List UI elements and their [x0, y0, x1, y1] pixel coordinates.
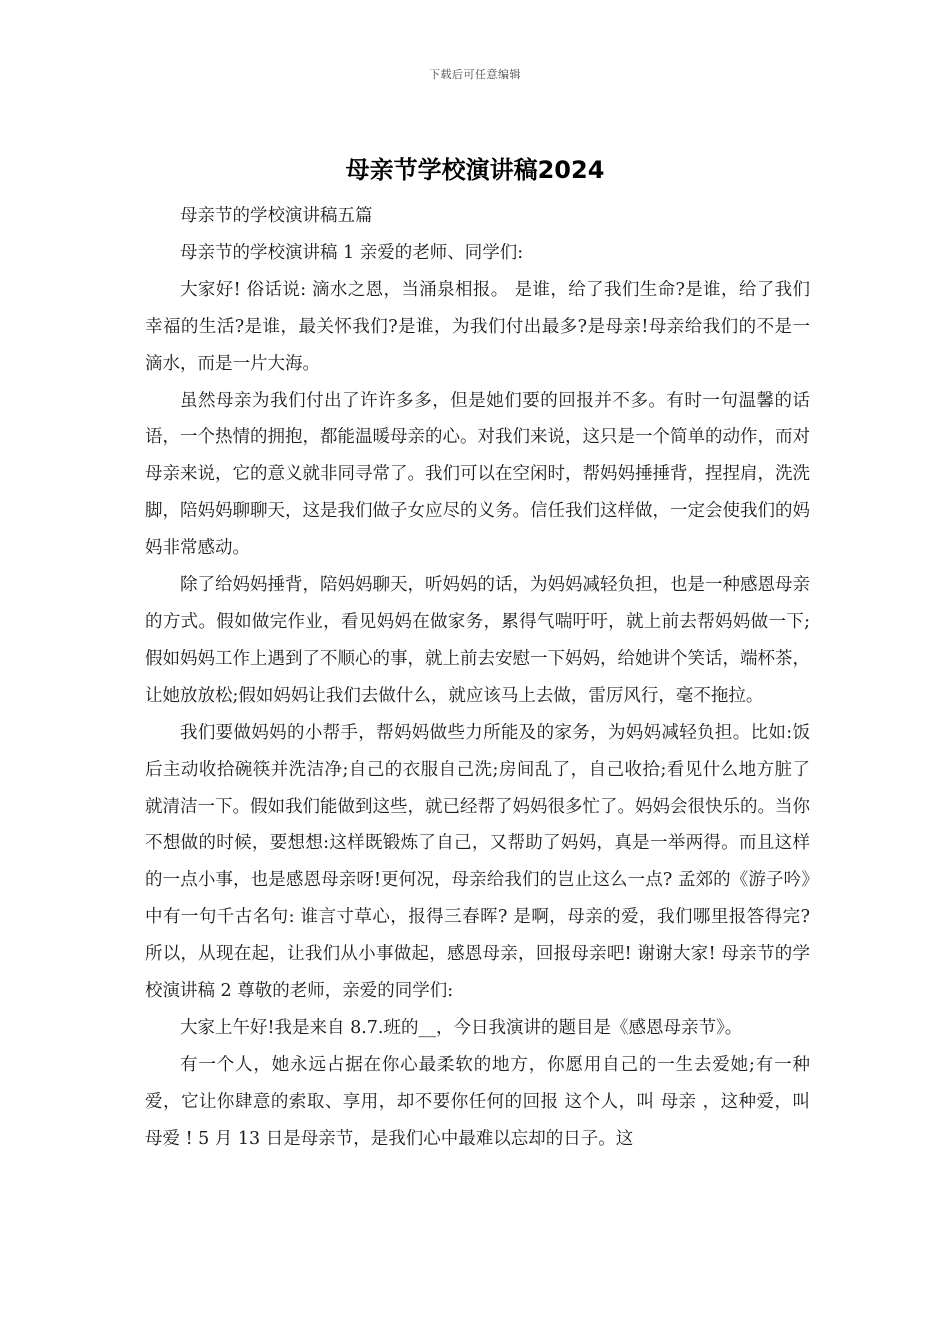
document-body	[145, 198, 810, 1158]
paragraph-speech-1-heading: 母亲节的学校演讲稿 1 亲爱的老师、同学们:	[180, 242, 524, 263]
paragraph: 虽然母亲为我们付出了许许多多，但是她们要的回报并不多。有时一句温馨的话语，一个热情的拥抱，都能温暖母亲的心。对我们来说，这只是一个简单的动作，而对母亲来说，它的意义就非同寻常了。我们可以在空闲时，帮妈妈捶捶背，捏捏肩，洗洗脚，陪妈妈聊聊天，这是我们做子女应尽的义务。信任我们这样做，一定会使我们的妈妈非常感动。	[145, 390, 810, 559]
document-title: 母亲节学校演讲稿2024	[345, 156, 605, 184]
paragraph: 有一个人，她永远占据在你心最柔软的地方，你愿用自己的一生去爱她;有一种爱，它让你肆意的索取、享用，却不要你任何的回报 这个人，叫 母亲 ，这种爱，叫 母爱 ! 5 月 13 日是母亲节，是我们心中最难以忘却的日子。这	[145, 1054, 810, 1149]
paragraph: 大家上午好!我是来自 8.7.班的__，今日我演讲的题目是《感恩母亲节》。	[180, 1017, 743, 1038]
paragraph: 大家好! 俗话说: 滴水之恩，当涌泉相报。 是谁，给了我们生命?是谁，给了我们幸福的生活?是谁，最关怀我们?是谁，为我们付出最多?是母亲!母亲给我们的不是一滴水，而是一片大海。	[145, 279, 810, 374]
paragraph-subtitle: 母亲节的学校演讲稿五篇	[180, 206, 373, 226]
paragraph: 除了给妈妈捶背，陪妈妈聊天，听妈妈的话，为妈妈减轻负担，也是一种感恩母亲的方式。假如做完作业，看见妈妈在做家务，累得气喘吁吁，就上前去帮妈妈做一下;假如妈妈工作上遇到了不顺心的事，就上前去安慰一下妈妈，给她讲个笑话，端杯茶，让她放放松;假如妈妈让我们去做什么，就应该马上去做，雷厉风行，毫不拖拉。	[145, 575, 810, 706]
paragraph: 我们要做妈妈的小帮手，帮妈妈做些力所能及的家务，为妈妈减轻负担。比如:饭后主动收拾碗筷并洗洁净;自己的衣服自己洗;房间乱了，自己收拾;看见什么地方脏了就清洁一下。假如我们能做到这些，就已经帮了妈妈很多忙了。妈妈会很快乐的。当你不想做的时候，要想想:这样既锻炼了自己，又帮助了妈妈，真是一举两得。而且这样的一点小事，也是感恩母亲呀!更何况，母亲给我们的岂止这么一点? 孟郊的《游子吟》中有一句千古名句: 谁言寸草心，报得三春晖? 是啊，母亲的爱，我们哪里报答得完?所以，从现在起，让我们从小事做起，感恩母亲，回报母亲吧! 谢谢大家! 母亲节的学校演讲稿 2 尊敬的老师，亲爱的同学们:	[145, 722, 810, 1002]
header-note: 下载后可任意编辑	[429, 68, 521, 81]
